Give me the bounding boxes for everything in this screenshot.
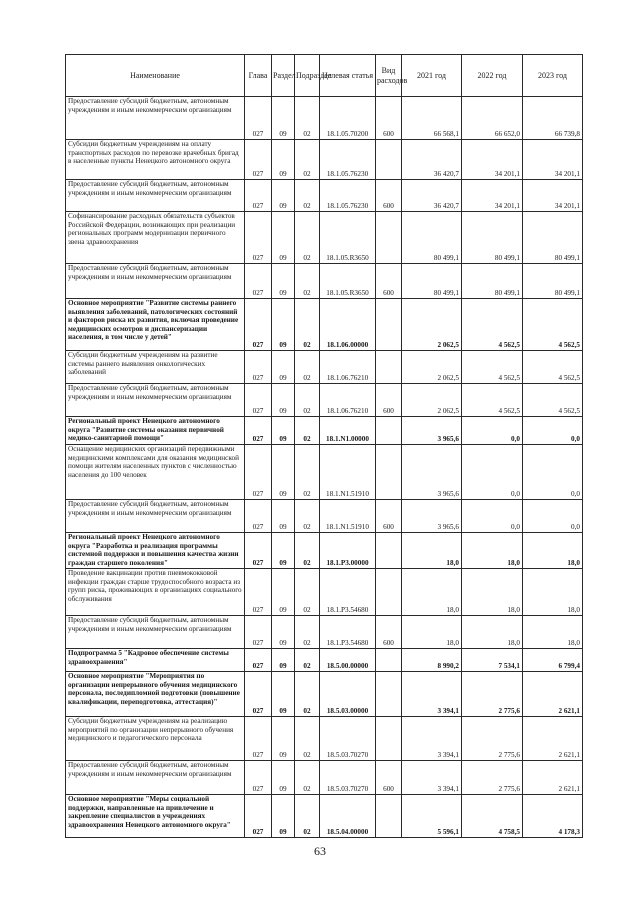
header-2021: 2021 год xyxy=(402,55,462,97)
target-article-cell: 18.1.N1.51910 xyxy=(320,500,376,533)
amount-2022-cell: 2 775,6 xyxy=(462,761,523,795)
table-row xyxy=(66,384,583,417)
target-article-cell: 18.1.06.00000 xyxy=(320,299,376,351)
name-cell: Региональный проект Ненецкого автономного округа "Разработка и реализация программы системной поддержки и повышения качества жизни граждан старшего поколения" xyxy=(66,533,245,569)
subsection-cell: 02 xyxy=(295,140,320,180)
table-row xyxy=(66,649,583,672)
amount-2022-cell: 0,0 xyxy=(462,445,523,500)
section-cell: 09 xyxy=(272,717,295,761)
amount-2023-cell: 2 621,1 xyxy=(523,672,583,717)
table-row xyxy=(66,97,583,140)
table-row xyxy=(66,616,583,649)
expense-type-cell xyxy=(376,417,402,445)
amount-2023-cell: 4 562,5 xyxy=(523,299,583,351)
chapter-cell: 027 xyxy=(245,616,272,649)
amount-2022-cell: 4 562,5 xyxy=(462,299,523,351)
amount-2023-cell: 0,0 xyxy=(523,445,583,500)
table-row xyxy=(66,140,583,180)
subsection-cell: 02 xyxy=(295,351,320,384)
amount-2023-cell: 2 621,1 xyxy=(523,761,583,795)
name-cell: Субсидии бюджетным учреждениям на оплату транспортных расходов по перевозке врачебных бригад в населенные пункты Ненецкого автономного округа xyxy=(66,140,245,180)
table-row xyxy=(66,212,583,264)
chapter-cell: 027 xyxy=(245,717,272,761)
amount-2022-cell: 80 499,1 xyxy=(462,264,523,299)
chapter-cell: 027 xyxy=(245,351,272,384)
table-row xyxy=(66,500,583,533)
expense-type-cell: 600 xyxy=(376,97,402,140)
target-article-cell: 18.1.N1.00000 xyxy=(320,417,376,445)
amount-2021-cell: 2 062,5 xyxy=(402,299,462,351)
expense-type-cell: 600 xyxy=(376,384,402,417)
subsection-cell: 02 xyxy=(295,761,320,795)
amount-2022-cell: 18,0 xyxy=(462,569,523,616)
section-cell: 09 xyxy=(272,616,295,649)
chapter-cell: 027 xyxy=(245,445,272,500)
amount-2021-cell: 3 965,6 xyxy=(402,417,462,445)
amount-2021-cell: 80 499,1 xyxy=(402,264,462,299)
header-2023: 2023 год xyxy=(523,55,583,97)
table-row xyxy=(66,299,583,351)
section-cell: 09 xyxy=(272,500,295,533)
target-article-cell: 18.1.06.76210 xyxy=(320,384,376,417)
target-article-cell: 18.1.05.76230 xyxy=(320,180,376,212)
chapter-cell: 027 xyxy=(245,569,272,616)
amount-2023-cell: 2 621,1 xyxy=(523,717,583,761)
table-body xyxy=(66,97,583,838)
name-cell: Предоставление субсидий бюджетным, автономным учреждениям и иным некоммерческим организациям xyxy=(66,384,245,417)
amount-2022-cell: 80 499,1 xyxy=(462,212,523,264)
amount-2021-cell: 36 420,7 xyxy=(402,180,462,212)
amount-2023-cell: 4 178,3 xyxy=(523,795,583,838)
expense-type-cell xyxy=(376,299,402,351)
name-cell: Предоставление субсидий бюджетным, автономным учреждениям и иным некоммерческим организациям xyxy=(66,97,245,140)
amount-2023-cell: 0,0 xyxy=(523,417,583,445)
amount-2022-cell: 4 758,5 xyxy=(462,795,523,838)
amount-2022-cell: 2 775,6 xyxy=(462,672,523,717)
target-article-cell: 18.1.05.70200 xyxy=(320,97,376,140)
section-cell: 09 xyxy=(272,264,295,299)
subsection-cell: 02 xyxy=(295,180,320,212)
amount-2022-cell: 7 534,1 xyxy=(462,649,523,672)
amount-2023-cell: 66 739,8 xyxy=(523,97,583,140)
header-expense-type: Вид расходов xyxy=(376,55,402,97)
chapter-cell: 027 xyxy=(245,140,272,180)
section-cell: 09 xyxy=(272,212,295,264)
amount-2021-cell: 3 394,1 xyxy=(402,717,462,761)
section-cell: 09 xyxy=(272,180,295,212)
amount-2021-cell: 5 596,1 xyxy=(402,795,462,838)
table-row xyxy=(66,672,583,717)
section-cell: 09 xyxy=(272,795,295,838)
amount-2022-cell: 0,0 xyxy=(462,500,523,533)
subsection-cell: 02 xyxy=(295,445,320,500)
amount-2023-cell: 18,0 xyxy=(523,569,583,616)
subsection-cell: 02 xyxy=(295,672,320,717)
chapter-cell: 027 xyxy=(245,795,272,838)
chapter-cell: 027 xyxy=(245,384,272,417)
amount-2022-cell: 34 201,1 xyxy=(462,180,523,212)
expense-type-cell xyxy=(376,649,402,672)
amount-2022-cell: 0,0 xyxy=(462,417,523,445)
table-header-row xyxy=(66,55,583,97)
amount-2021-cell: 3 394,1 xyxy=(402,672,462,717)
name-cell: Региональный проект Ненецкого автономного округа "Развитие системы оказания первичной медико-санитарной помощи" xyxy=(66,417,245,445)
section-cell: 09 xyxy=(272,569,295,616)
name-cell: Основное мероприятие "Мероприятия по организации непрерывного обучения медицинского персонала, последипломной подготовки (повышение квалификации, переподготовка, аттестация)" xyxy=(66,672,245,717)
expense-type-cell xyxy=(376,445,402,500)
subsection-cell: 02 xyxy=(295,264,320,299)
table-row xyxy=(66,717,583,761)
amount-2023-cell: 80 499,1 xyxy=(523,212,583,264)
target-article-cell: 18.5.03.00000 xyxy=(320,672,376,717)
expense-type-cell: 600 xyxy=(376,761,402,795)
name-cell: Предоставление субсидий бюджетным, автономным учреждениям и иным некоммерческим организациям xyxy=(66,500,245,533)
amount-2023-cell: 34 201,1 xyxy=(523,140,583,180)
budget-table xyxy=(65,54,583,838)
target-article-cell: 18.1.05.76230 xyxy=(320,140,376,180)
table-row xyxy=(66,445,583,500)
table-row xyxy=(66,761,583,795)
amount-2023-cell: 80 499,1 xyxy=(523,264,583,299)
amount-2021-cell: 2 062,5 xyxy=(402,351,462,384)
target-article-cell: 18.1.05.R3650 xyxy=(320,212,376,264)
subsection-cell: 02 xyxy=(295,500,320,533)
expense-type-cell xyxy=(376,569,402,616)
section-cell: 09 xyxy=(272,761,295,795)
target-article-cell: 18.1.05.R3650 xyxy=(320,264,376,299)
amount-2023-cell: 6 799,4 xyxy=(523,649,583,672)
chapter-cell: 027 xyxy=(245,212,272,264)
target-article-cell: 18.5.00.00000 xyxy=(320,649,376,672)
header-2022: 2022 год xyxy=(462,55,523,97)
name-cell: Субсидии бюджетным учреждениям на реализацию мероприятий по организации непрерывного обучения медицинского и педагогического персонала xyxy=(66,717,245,761)
chapter-cell: 027 xyxy=(245,299,272,351)
section-cell: 09 xyxy=(272,384,295,417)
subsection-cell: 02 xyxy=(295,299,320,351)
header-chapter: Глава xyxy=(245,55,272,97)
target-article-cell: 18.1.P3.54680 xyxy=(320,569,376,616)
amount-2021-cell: 18,0 xyxy=(402,533,462,569)
name-cell: Предоставление субсидий бюджетным, автономным учреждениям и иным некоммерческим организациям xyxy=(66,264,245,299)
table-row xyxy=(66,264,583,299)
section-cell: 09 xyxy=(272,533,295,569)
amount-2023-cell: 34 201,1 xyxy=(523,180,583,212)
name-cell: Предоставление субсидий бюджетным, автономным учреждениям и иным некоммерческим организациям xyxy=(66,761,245,795)
expense-type-cell xyxy=(376,351,402,384)
chapter-cell: 027 xyxy=(245,761,272,795)
subsection-cell: 02 xyxy=(295,533,320,569)
name-cell: Предоставление субсидий бюджетным, автономным учреждениям и иным некоммерческим организациям xyxy=(66,616,245,649)
target-article-cell: 18.1.P3.54680 xyxy=(320,616,376,649)
expense-type-cell: 600 xyxy=(376,500,402,533)
table-row xyxy=(66,533,583,569)
subsection-cell: 02 xyxy=(295,616,320,649)
amount-2022-cell: 34 201,1 xyxy=(462,140,523,180)
section-cell: 09 xyxy=(272,351,295,384)
expense-type-cell: 600 xyxy=(376,180,402,212)
amount-2021-cell: 2 062,5 xyxy=(402,384,462,417)
expense-type-cell: 600 xyxy=(376,616,402,649)
amount-2022-cell: 4 562,5 xyxy=(462,351,523,384)
subsection-cell: 02 xyxy=(295,384,320,417)
subsection-cell: 02 xyxy=(295,97,320,140)
amount-2022-cell: 18,0 xyxy=(462,533,523,569)
amount-2022-cell: 18,0 xyxy=(462,616,523,649)
amount-2021-cell: 36 420,7 xyxy=(402,140,462,180)
amount-2023-cell: 4 562,5 xyxy=(523,351,583,384)
chapter-cell: 027 xyxy=(245,672,272,717)
name-cell: Основное мероприятие "Меры социальной поддержки, направленные на привлечение и закрепление специалистов в учреждениях здравоохранения Ненецкого автономного округа" xyxy=(66,795,245,838)
expense-type-cell xyxy=(376,533,402,569)
header-target-article: Целевая статья xyxy=(320,55,376,97)
section-cell: 09 xyxy=(272,97,295,140)
expense-type-cell xyxy=(376,140,402,180)
subsection-cell: 02 xyxy=(295,649,320,672)
amount-2021-cell: 66 568,1 xyxy=(402,97,462,140)
amount-2023-cell: 0,0 xyxy=(523,500,583,533)
section-cell: 09 xyxy=(272,445,295,500)
name-cell: Софинансирование расходных обязательств субъектов Российской Федерации, возникающих при реализации региональных программ модернизации первичного звена здравоохранения xyxy=(66,212,245,264)
name-cell: Оснащение медицинских организаций передвижными медицинскими комплексами для оказания медицинской помощи жителям населенных пунктов с численностью населения до 100 человек xyxy=(66,445,245,500)
target-article-cell: 18.5.04.00000 xyxy=(320,795,376,838)
subsection-cell: 02 xyxy=(295,795,320,838)
subsection-cell: 02 xyxy=(295,212,320,264)
amount-2022-cell: 4 562,5 xyxy=(462,384,523,417)
table-row xyxy=(66,795,583,838)
chapter-cell: 027 xyxy=(245,180,272,212)
amount-2021-cell: 3 965,6 xyxy=(402,500,462,533)
amount-2021-cell: 3 394,1 xyxy=(402,761,462,795)
chapter-cell: 027 xyxy=(245,649,272,672)
amount-2023-cell: 18,0 xyxy=(523,616,583,649)
amount-2021-cell: 8 990,2 xyxy=(402,649,462,672)
expense-type-cell xyxy=(376,717,402,761)
expense-type-cell xyxy=(376,212,402,264)
target-article-cell: 18.5.03.70270 xyxy=(320,717,376,761)
header-subsection: Подраздел xyxy=(295,55,320,97)
table-row xyxy=(66,351,583,384)
header-name: Наименование xyxy=(66,55,245,97)
subsection-cell: 02 xyxy=(295,717,320,761)
name-cell: Проведение вакцинации против пневмококковой инфекции граждан старше трудоспособного возраста из групп риска, проживающих в организациях социального обслуживания xyxy=(66,569,245,616)
chapter-cell: 027 xyxy=(245,264,272,299)
target-article-cell: 18.1.P3.00000 xyxy=(320,533,376,569)
target-article-cell: 18.1.06.76210 xyxy=(320,351,376,384)
header-section: Раздел xyxy=(272,55,295,97)
section-cell: 09 xyxy=(272,417,295,445)
name-cell: Предоставление субсидий бюджетным, автономным учреждениям и иным некоммерческим организациям xyxy=(66,180,245,212)
amount-2023-cell: 18,0 xyxy=(523,533,583,569)
amount-2021-cell: 18,0 xyxy=(402,616,462,649)
table-row xyxy=(66,180,583,212)
amount-2021-cell: 80 499,1 xyxy=(402,212,462,264)
target-article-cell: 18.1.N1.51910 xyxy=(320,445,376,500)
section-cell: 09 xyxy=(272,299,295,351)
name-cell: Субсидии бюджетным учреждениям на развитие системы раннего выявления онкологических заболеваний xyxy=(66,351,245,384)
section-cell: 09 xyxy=(272,140,295,180)
expense-type-cell xyxy=(376,672,402,717)
amount-2022-cell: 66 652,0 xyxy=(462,97,523,140)
amount-2021-cell: 3 965,6 xyxy=(402,445,462,500)
target-article-cell: 18.5.03.70270 xyxy=(320,761,376,795)
amount-2021-cell: 18,0 xyxy=(402,569,462,616)
expense-type-cell xyxy=(376,795,402,838)
expense-type-cell: 600 xyxy=(376,264,402,299)
chapter-cell: 027 xyxy=(245,500,272,533)
amount-2023-cell: 4 562,5 xyxy=(523,384,583,417)
table-row xyxy=(66,417,583,445)
subsection-cell: 02 xyxy=(295,569,320,616)
page-number: 63 xyxy=(314,844,326,858)
amount-2022-cell: 2 775,6 xyxy=(462,717,523,761)
subsection-cell: 02 xyxy=(295,417,320,445)
section-cell: 09 xyxy=(272,672,295,717)
table-row xyxy=(66,569,583,616)
chapter-cell: 027 xyxy=(245,417,272,445)
name-cell: Подпрограмма 5 "Кадровое обеспечение системы здравоохранения" xyxy=(66,649,245,672)
chapter-cell: 027 xyxy=(245,533,272,569)
chapter-cell: 027 xyxy=(245,97,272,140)
name-cell: Основное мероприятие "Развитие системы раннего выявления заболеваний, патологических состояний и факторов риска их развития, включая проведение медицинских осмотров и диспансеризации населения, в том числе у детей" xyxy=(66,299,245,351)
section-cell: 09 xyxy=(272,649,295,672)
